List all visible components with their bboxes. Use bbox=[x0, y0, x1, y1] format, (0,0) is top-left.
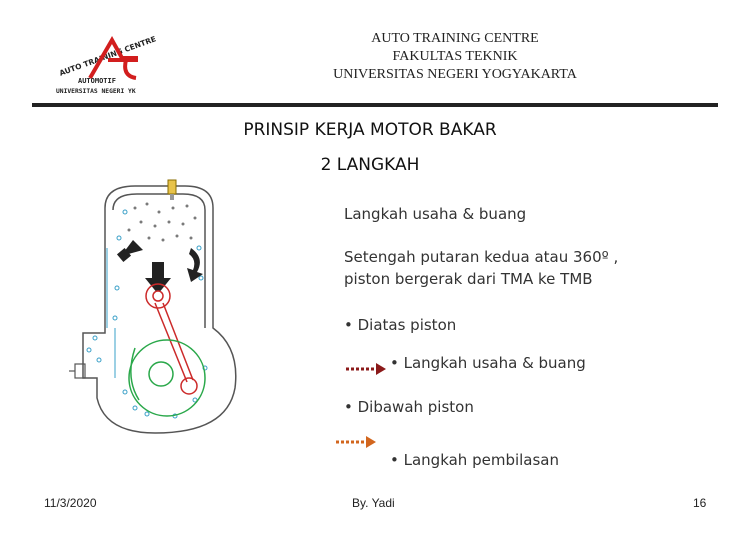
page-number: 16 bbox=[693, 496, 707, 510]
combustion-particles bbox=[128, 203, 197, 242]
intake-arrow-icon bbox=[187, 248, 203, 282]
above-piston-heading: • Diatas piston bbox=[344, 316, 457, 334]
header-line-1: AUTO TRAINING CENTRE bbox=[371, 31, 539, 46]
above-piston-item: • Langkah usaha & buang bbox=[390, 354, 586, 372]
header-divider bbox=[32, 103, 718, 107]
spark-plug-icon bbox=[168, 180, 176, 200]
institution-header bbox=[300, 30, 610, 84]
transfer-port bbox=[107, 248, 115, 378]
logo-bottom-text: UNIVERSITAS NEGERI YK bbox=[56, 88, 136, 95]
dotted-arrow-icon bbox=[346, 363, 386, 375]
header-line-2: FAKULTAS TEKNIK bbox=[392, 49, 518, 64]
logo-top-text: AUTO TRAINING CENTRE bbox=[58, 34, 158, 78]
slide-title: PRINSIP KERJA MOTOR BAKAR bbox=[243, 120, 497, 140]
exhaust-arrow-icon bbox=[117, 240, 143, 262]
description-line-1: Setengah putaran kedua atau 360º , bbox=[344, 248, 619, 266]
header-line-3: UNIVERSITAS NEGERI YOGYAKARTA bbox=[333, 67, 577, 82]
footer-date: 11/3/2020 bbox=[44, 496, 97, 510]
below-piston-item: • Langkah pembilasan bbox=[390, 451, 560, 469]
description bbox=[344, 246, 618, 290]
logo-mid-text: AUTOMOTIF bbox=[78, 77, 116, 85]
below-piston-heading: • Dibawah piston bbox=[344, 398, 474, 416]
cylinder-outline bbox=[83, 186, 236, 433]
dotted-arrow-icon bbox=[336, 436, 376, 448]
slide-subtitle: 2 LANGKAH bbox=[320, 155, 420, 175]
stroke-subtitle: Langkah usaha & buang bbox=[344, 205, 527, 223]
auto-training-centre-logo bbox=[50, 20, 175, 100]
footer-author: By. Yadi bbox=[352, 496, 395, 510]
description-line-2: piston bergerak dari TMA ke TMB bbox=[344, 270, 593, 288]
two-stroke-engine-diagram bbox=[55, 178, 245, 438]
